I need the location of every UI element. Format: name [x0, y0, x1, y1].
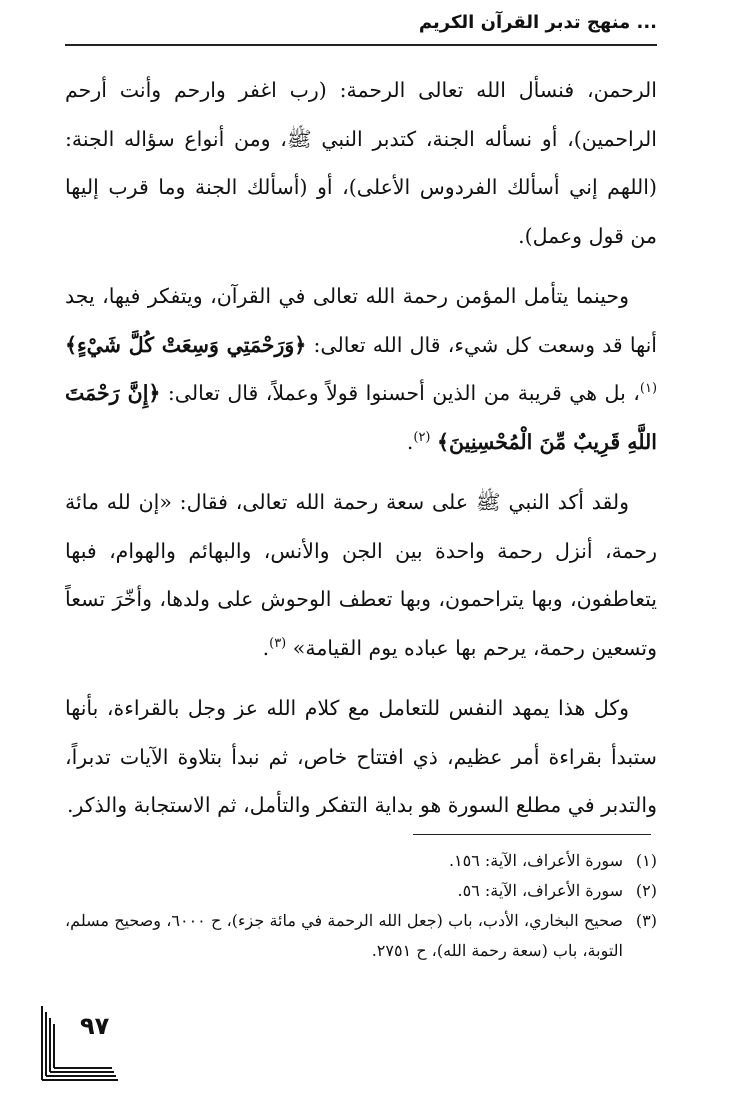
paragraph-text: وحينما يتأمل المؤمن رحمة الله تعالى في القرآن، ويتفكر فيها، يجد أنها قد وسعت كل شيء، قال الله تعالى:: [65, 284, 657, 357]
footnote-ref[interactable]: (١): [639, 381, 658, 397]
footnote-number: (٣): [635, 911, 657, 930]
footnote-text: سورة الأعراف، الآية: ١٥٦.: [448, 851, 623, 870]
footnote-ref[interactable]: (٢): [413, 429, 431, 445]
paragraph-text: .: [262, 635, 270, 660]
paragraph-text: ، بل هي قريبة من الذين أحسنوا قولاً وعملاً، قال تعالى:: [160, 381, 640, 405]
paragraph-3: [65, 478, 657, 672]
footnote-number: (٢): [635, 881, 657, 900]
main-text: [65, 66, 657, 842]
paragraph-text: .: [406, 429, 414, 454]
footnote-3: [65, 906, 657, 966]
header-title: ... منهج تدبر القرآن الكريم: [418, 12, 657, 33]
paragraph-text: الرحمن، فنسأل الله تعالى الرحمة: (رب اغفر وارحم وأنت أرحم الراحمين)، أو نسأله الجنة، كتدبر النبي ﷺ، ومن أنواع سؤاله الجنة: (اللهم إني أسألك الفردوس الأعلى)، أو (أسألك الجنة وما قرب إليها من قول وعمل).: [65, 78, 657, 248]
paragraph-text: ولقد أكد النبي ﷺ على سعة رحمة الله تعالى، فقال: «إن لله مائة رحمة، أنزل رحمة واحدة بين الجن والأنس، والبهائم والهوام، فبها يتعاطفون، وبها يتراحمون، وبها تعطف الوحوش على ولدها، وأخّرَ تسعاً وتسعين رحمة، يرحم بها عباده يوم القيامة»: [65, 490, 657, 660]
footnotes: [65, 846, 657, 966]
paragraph-1: [65, 66, 657, 260]
quran-verse: ﴿إِنَّ رَحْمَتَ اللَّهِ قَرِيبٌ مِّنَ الْمُحْسِنِينَ﴾: [65, 381, 657, 454]
quran-verse: ﴿وَرَحْمَتِي وَسِعَتْ كُلَّ شَيْءٍ﴾: [65, 332, 307, 357]
footnote-text: سورة الأعراف، الآية: ٥٦.: [457, 881, 623, 900]
page-number: ٩٧: [80, 1012, 110, 1040]
footnote-ref[interactable]: (٣): [269, 635, 287, 651]
footnote-2: [65, 876, 657, 906]
paragraph-2: [65, 272, 657, 466]
footnote-divider: [413, 834, 651, 835]
footnote-text: صحيح البخاري، الأدب، باب (جعل الله الرحمة في مائة جزء)، ح ٦٠٠٠، وصحيح مسلم، التوبة، باب (سعة رحمة الله)، ح ٢٧٥١.: [65, 911, 623, 960]
paragraph-4: [65, 684, 657, 830]
footnote-number: (١): [635, 851, 657, 870]
paragraph-text: وكل هذا يمهد النفس للتعامل مع كلام الله عز وجل بالقراءة، بأنها ستبدأ بقراءة أمر عظيم، ذي افتتاح خاص، ثم نبدأ بتلاوة الآيات تدبراً، والتدبر في مطلع السورة هو بداية التفكر والتأمل، ثم الاستجابة والذكر.: [65, 696, 657, 817]
running-header: [65, 8, 657, 46]
footnote-1: [65, 846, 657, 876]
